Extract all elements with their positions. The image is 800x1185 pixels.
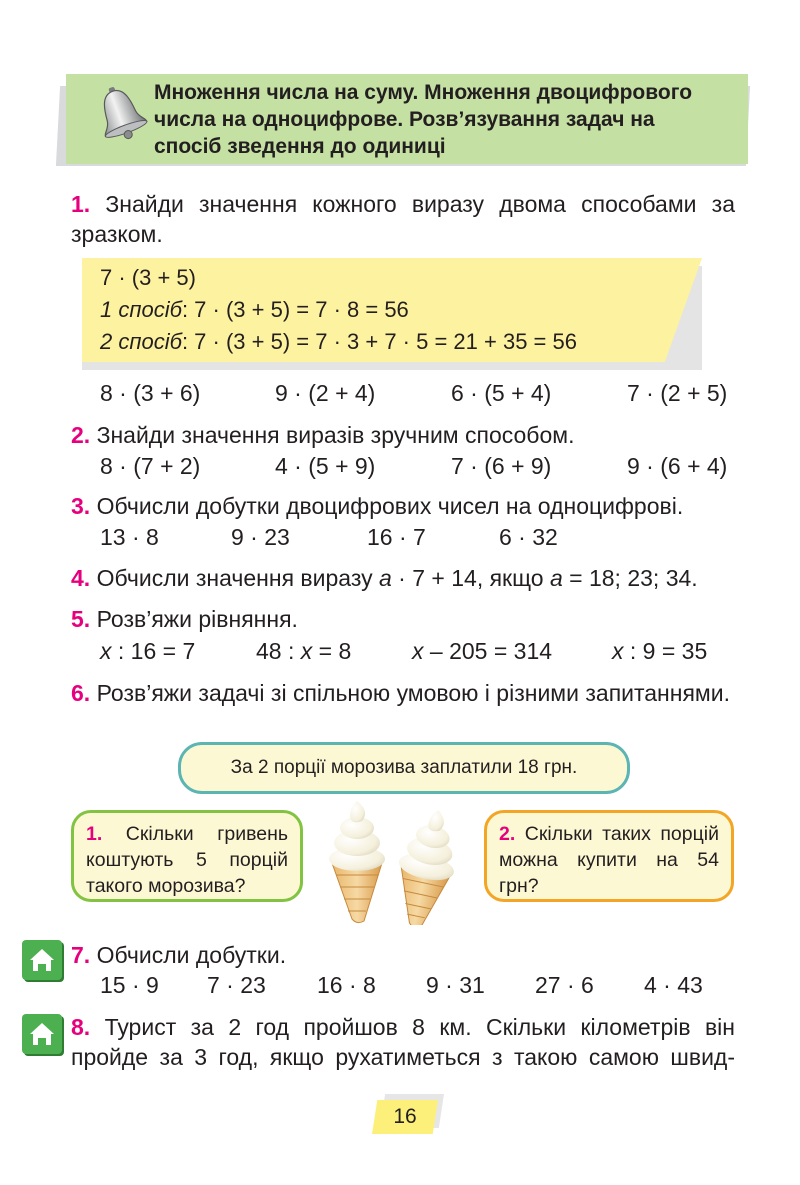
variable: х [412,638,424,664]
expression: 4 · 43 [644,972,703,998]
task-condition: За 2 порції морозива заплатили 18 грн. [178,742,630,794]
expression: 15 · 9 [100,972,159,998]
ice-cream-2 [386,804,466,925]
task-number: 3. [71,493,91,519]
home-icon [22,1014,62,1054]
equation-rest: : 16 = 7 [111,638,196,664]
equation-rest: = 8 [312,638,352,664]
expression: 16 · 7 [367,524,426,550]
expression: 9 · (6 + 4) [627,453,728,479]
task-6 [71,678,735,708]
task-text: Знайди значення кожного виразу двома способами за зразком. [71,191,735,247]
ice-cream-1 [329,801,385,923]
task-number: 2. [71,422,91,448]
expression: 6 · 32 [499,524,558,550]
task-8 [71,1012,735,1072]
expression: 7 · (2 + 5) [627,380,728,406]
task-number: 8. [71,1014,91,1040]
expression: 8 · (3 + 6) [100,380,201,406]
task-text-a: Обчисли значення виразу [96,565,379,591]
equation-pre: 48 : [256,638,301,664]
variable: х [612,638,624,664]
task-3 [71,491,683,521]
expression: 9 · (2 + 4) [275,380,376,406]
task-text: Розв’яжи рівняння. [96,606,298,632]
variable: а [379,565,392,591]
task-number: 7. [71,942,91,968]
example-line-1: 7 · (3 + 5) [100,265,196,290]
homework-badge [22,1014,62,1054]
task-number: 1. [71,191,91,217]
bell-icon [92,82,148,142]
task-text: Обчисли добутки двоцифрових чисел на одноцифрові. [96,493,684,519]
question-text: Скільки гривень коштують 5 порцій такого морозива? [86,823,288,897]
example-line-3 [100,327,577,357]
equation-rest: : 9 = 35 [623,638,708,664]
way-2-expr: : 7 · (3 + 5) = 7 · 3 + 7 · 5 = 21 + 35 = 56 [181,329,577,354]
variable: а [549,565,563,591]
task-text-b: · 7 + 14, якщо [391,565,550,591]
example-line-2 [100,295,409,325]
task-text: Обчисли добутки. [96,942,287,968]
expression: 7 · (6 + 9) [451,453,552,479]
equation-rest: – 205 = 314 [423,638,553,664]
way-1-label: 1 спосіб [100,297,182,322]
expression: 4 · (5 + 9) [275,453,376,479]
task-number: 6. [71,680,91,706]
expression: 8 · (7 + 2) [100,453,201,479]
task-text: Розв’яжи задачі зі спільною умовою і різними запитаннями. [96,680,730,706]
ice-cream-illustration [318,795,478,925]
task-1 [71,189,735,249]
task-7 [71,940,286,970]
page-number: 16 [393,1105,417,1128]
home-icon [22,940,62,980]
expression: 16 · 8 [317,972,376,998]
task-text-c: = 18; 23; 34. [562,565,698,591]
way-1-expr: : 7 · (3 + 5) = 7 · 8 = 56 [181,297,409,322]
question-text: Скільки таких порцій можна купити на 54 грн? [499,823,719,897]
task-number: 5. [71,606,91,632]
equation [612,636,707,666]
question-number: 2. [499,823,516,845]
homework-badge [22,940,62,980]
task-text: Турист за 2 год пройшов 8 км. Скільки кілометрів він пройде за 3 год, якщо рухатиметься з такою самою швид- [71,1014,735,1070]
task-5 [71,604,298,634]
variable: х [300,638,313,664]
expression: 6 · (5 + 4) [451,380,552,406]
task-4 [71,563,698,593]
expression: 13 · 8 [100,524,159,550]
question-number: 1. [86,823,103,845]
question-2-box [484,810,734,902]
task-2 [71,420,574,450]
task-text: Знайди значення виразів зручним способом. [96,422,575,448]
variable: х [100,638,112,664]
equation [412,636,552,666]
equation [256,636,351,666]
expression: 9 · 31 [426,972,485,998]
equation [100,636,195,666]
way-2-label: 2 спосіб [100,329,182,354]
expression: 9 · 23 [231,524,290,550]
task-number: 4. [71,565,91,591]
page-title: Множення числа на суму. Множення двоцифрового числа на одноцифрове. Розв’язування задач на спосіб зведення до одиниці [154,81,693,158]
expression: 27 · 6 [535,972,594,998]
question-1-box [71,810,303,902]
expression: 7 · 23 [207,972,266,998]
